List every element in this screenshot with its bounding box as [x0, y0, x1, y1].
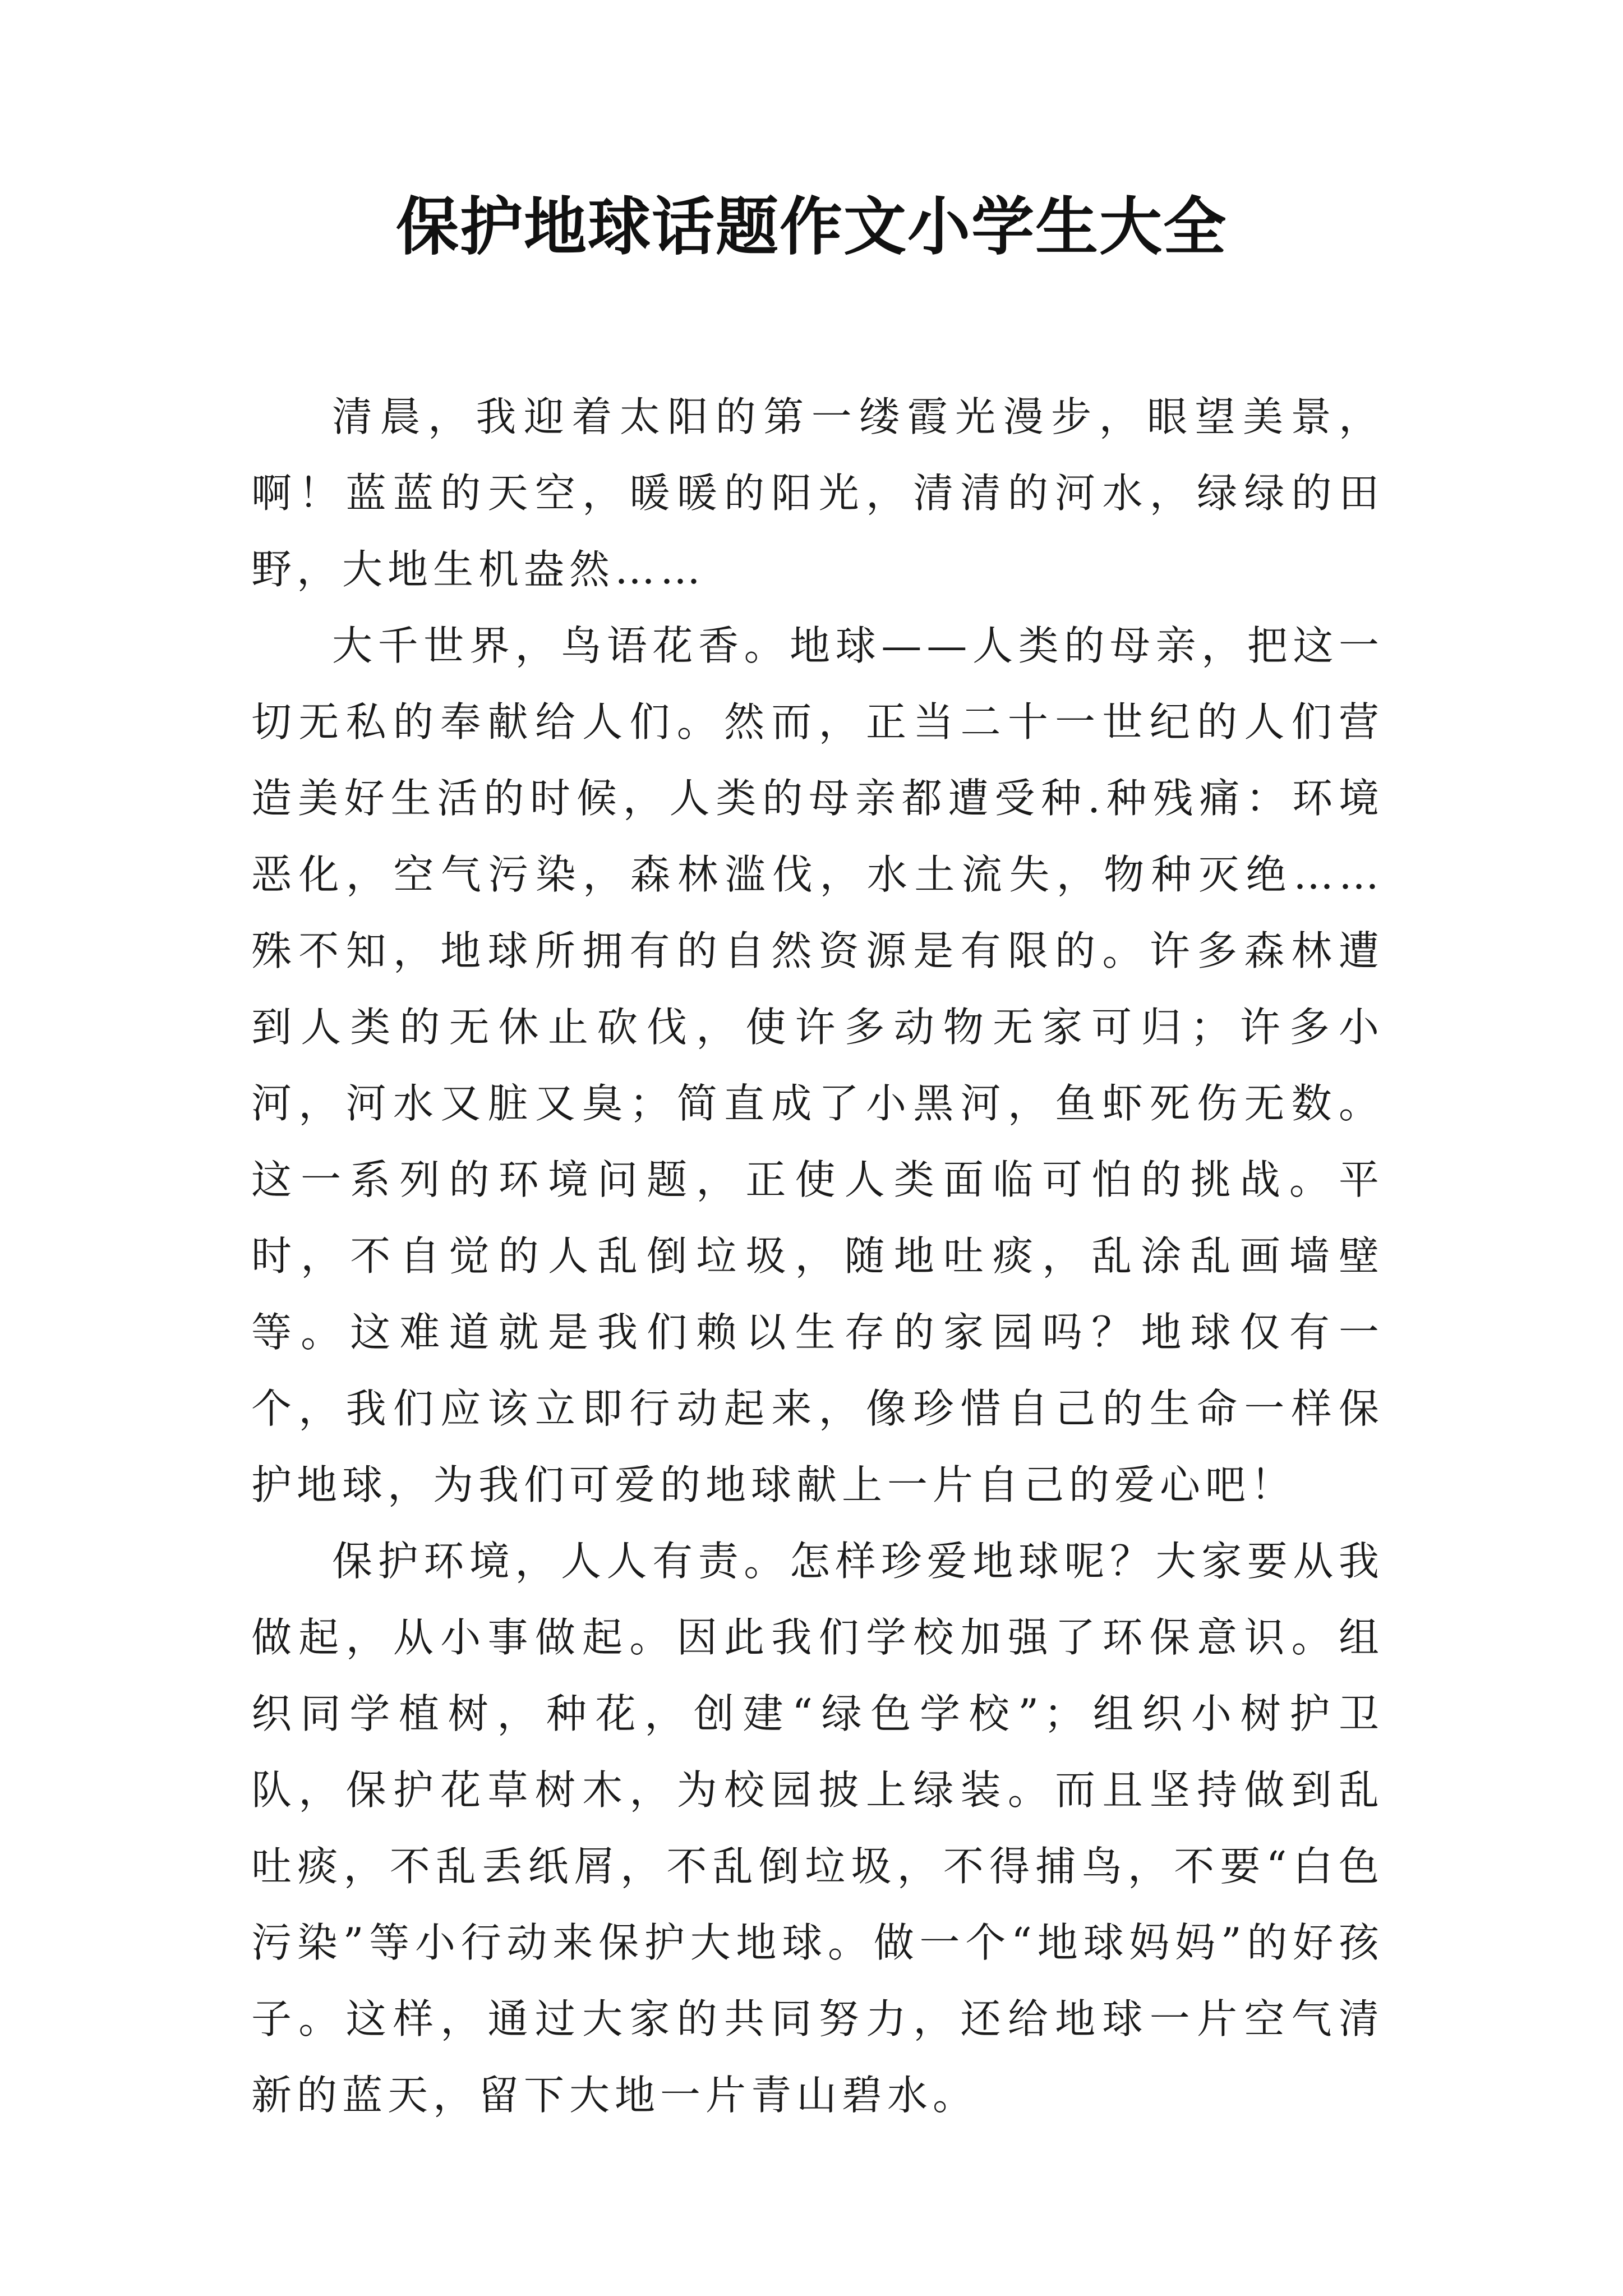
document-title: 保护地球话题作文小学生大全	[396, 190, 1227, 264]
paragraph-1: 清晨，我迎着太阳的第一缕霞光漫步，眼望美景，啊！蓝蓝的天空，暖暖的阳光，清清的河水，绿绿的田野，大地生机盎然……	[251, 393, 1384, 593]
paragraph-3: 保护环境，人人有责。怎样珍爱地球呢？大家要从我做起，从小事做起。因此我们学校加强了环保意识。组织同学植树，种花，创建“绿色学校”；组织小树护卫队，保护花草树木，为校园披上绿装。而且坚持做到乱吐痰，不乱丢纸屑，不乱倒垃圾，不得捕鸟，不要“白色污染”等小行动来保护大地球。做一个“地球妈妈”的好孩子。这样，通过大家的共同努力，还给地球一片空气清新的蓝天，留下大地一片青山碧水。	[251, 1538, 1384, 2119]
document-body	[251, 379, 1384, 2133]
paragraph-2: 大千世界，鸟语花香。地球——人类的母亲，把这一切无私的奉献给人们。然而，正当二十一世纪的人们营造美好生活的时候，人类的母亲都遭受种.种残痛：环境恶化，空气污染，森林滥伐，水土流失，物种灭绝……殊不知，地球所拥有的自然资源是有限的。许多森林遭到人类的无休止砍伐，使许多动物无家可归；许多小河，河水又脏又臭；简直成了小黑河，鱼虾死伤无数。这一系列的环境问题，正使人类面临可怕的挑战。平时，不自觉的人乱倒垃圾，随地吐痰，乱涂乱画墙壁等。这难道就是我们赖以生存的家园吗？地球仅有一个，我们应该立即行动起来，像珍惜自己的生命一样保护地球，为我们可爱的地球献上一片自己的爱心吧！	[251, 622, 1384, 1508]
